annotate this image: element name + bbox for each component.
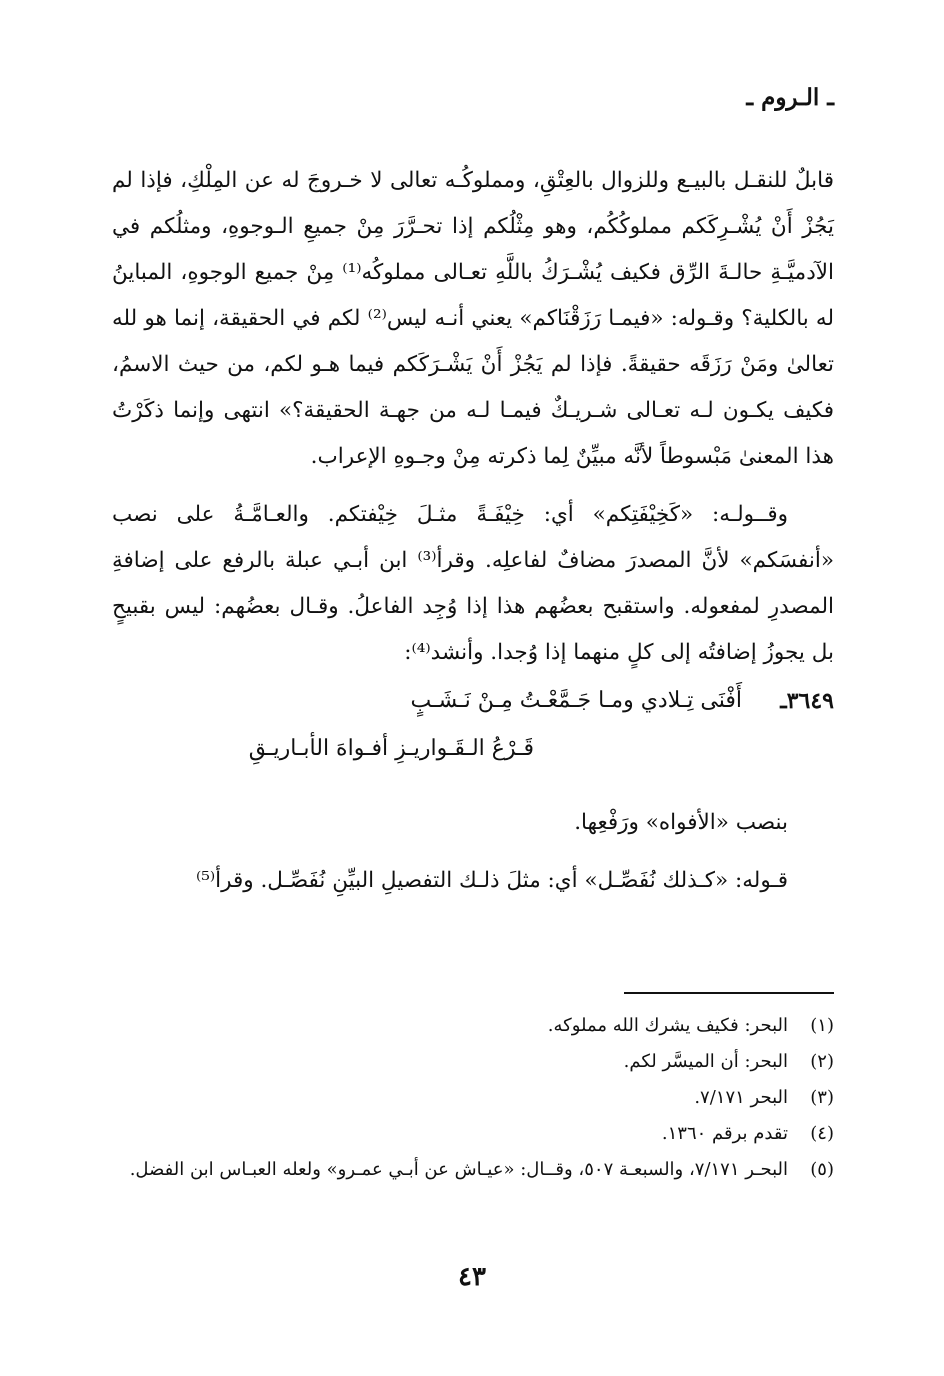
poetry-verse: [112, 678, 834, 790]
footnote-number: (٤): [810, 1123, 834, 1144]
page-number: ٤٣: [458, 1262, 486, 1292]
footnote-3: [112, 1080, 834, 1116]
footnote-2: [112, 1044, 834, 1080]
footnote-text: البحـر ٧/١٧١، والسبعـة ٥٠٧، وقــال: «عيـاش عن أبـي عمـرو» ولعله العبـاس ابن الفضل.: [129, 1159, 788, 1180]
running-header: ـ الـروم ـ: [746, 84, 834, 111]
footnote-number: (١): [810, 1015, 834, 1036]
footnote-text: تقدم برقم ١٣٦٠.: [661, 1123, 788, 1144]
footnote-number: (٣): [810, 1087, 834, 1108]
footnote-text: البحر: فكيف يشرك الله مملوكه.: [547, 1015, 788, 1036]
footnote-5: [112, 1152, 834, 1188]
verse-number: ٣٦٤٩ـ: [780, 688, 834, 714]
footnote-separator: [624, 992, 834, 994]
paragraph-1: قابلٌ للنقـل بالبيـع وللزوال بالعِتْقِ، ومملوكُـه تعالى لا خـروجَ له عن المِلْكِ، فإذا لم يَجُزْ أَنْ يُشْـرِكَكم مملوكُكُم، وهو مِثْلُكم إذا تحـرَّرَ مِنْ جميعِ الـوجوهِ، ومثلُكم في الآدميَّـةِ حالـةَ الرِّق فكيف يُشْـرَكُ باللَّهِ تعـالى مملوكُه⁽¹⁾ مِنْ جميع الوجوهِ، المباينُ له بالكلية؟ وقـوله: «فيمـا رَزَقْنَاكم» يعني أنـه ليس⁽²⁾ لكم في الحقيقة، إنما هو لله تعالىٰ ومَنْ رَزَقَه حقيقةً. فإذا لم يَجُزْ أَنْ يَشْـرَكَكم فيما هـو لكم، من حيث الاسمُ، فكيف يكـون لـه تعـالى شـريـكٌ فيمـا لـه من جهـة الحقيقة؟» انتهى وإنما ذكَرْتُ هذا المعنىٰ مَبْسوطاً لأنَّه مبيِّنٌ لِما ذكرته مِنْ وجـوهِ الإعراب.: [112, 168, 835, 469]
footnote-1: [112, 1008, 834, 1044]
footnote-number: (٢): [810, 1051, 834, 1072]
paragraph-2: وقــولـه: «كَخِيْفَتِكم» أي: خِيْفَـةً مثـلَ خِيْفتكم. والعـامَّـةُ على نصب «أنفسَكم» لأنَّ المصدرَ مضافٌ لفاعلِه. وقرأ⁽³⁾ ابن أبـي عبلة بالرفع على إضافةِ المصدرِ لمفعوله. واستقبح بعضُهم هذا إذا وُجِد الفاعلُ. وقـال بعضُهم: ليس بقبيحٍ بل يجوزُ إضافتُه إلى كلٍ منهما إذا وُجدا. وأنشد⁽⁴⁾:: [112, 502, 834, 665]
verse-second-hemistich: قَـرْعُ الـقَـواريـزِ أفـواهَ الأبـاريـقِ: [248, 736, 534, 761]
footnote-text: البحر: أن الميسَّر لكم.: [623, 1051, 788, 1072]
footnote-4: [112, 1116, 834, 1152]
footnote-text: البحر ٧/١٧١.: [694, 1087, 788, 1108]
main-text: [112, 158, 834, 904]
paragraph-3: قـوله: «كـذلك نُفَصِّـل» أي: مثلَ ذلـك التفصيلِ البيِّنِ نُفَصِّـل. وقرأ⁽⁵⁾: [195, 868, 788, 893]
footnotes: [112, 1008, 834, 1188]
footnote-number: (٥): [810, 1159, 834, 1180]
verse-note: بنصب «الأفواه» ورَفْعِها.: [574, 810, 788, 835]
verse-first-hemistich: أَفْنَى تِـلادي ومـا جَـمَّعْـتُ مِـنْ نَـشَـبٍ: [410, 688, 742, 713]
